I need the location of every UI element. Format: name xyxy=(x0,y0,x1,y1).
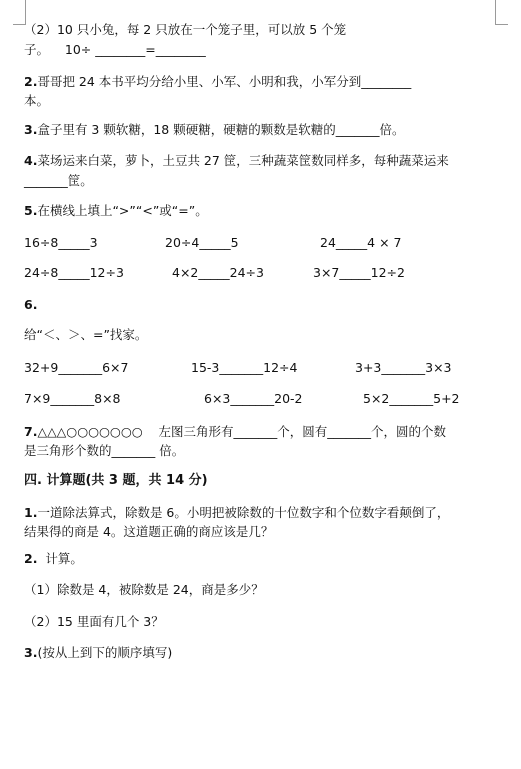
calc-question-1 xyxy=(24,505,449,521)
section-heading: 四. 计算题(共 3 题，共 14 分) xyxy=(24,473,208,488)
sub-question: （2）15 里面有几个 3？ xyxy=(24,614,164,629)
question-text: (按从上到下的顺序填写) xyxy=(37,645,173,660)
comparison-item: 4×2_____24÷3 xyxy=(172,265,264,280)
comparison-item: 15-3_______12÷4 xyxy=(191,360,298,375)
comparison-item: 24_____4 × 7 xyxy=(320,235,402,250)
question-2 xyxy=(24,74,411,90)
sub-question: （1）除数是 4，被除数是 24，商是多少？ xyxy=(24,582,264,597)
question-number: 3. xyxy=(24,122,38,137)
question-text: 给“＜、＞、=”找家。 xyxy=(24,327,148,342)
question-text: 在横线上填上“>”“<”或“=”。 xyxy=(37,203,208,218)
comparison-item: 7×9_______8×8 xyxy=(24,391,121,406)
question-number: 4. xyxy=(24,153,38,168)
comparison-item: 20÷4_____5 xyxy=(165,235,239,250)
question-4 xyxy=(24,153,449,169)
question-number: 2. xyxy=(24,74,38,89)
question-text: 一道除法算式，除数是 6。小明把被除数的十位数字和个位数字看颠倒了， xyxy=(37,505,450,520)
question-text: 子。 10÷ ________=________ xyxy=(24,42,206,57)
question-number: 3. xyxy=(24,645,38,660)
comparison-item: 32+9_______6×7 xyxy=(24,360,129,375)
question-text: 结果得的商是 4。这道题正确的商应该是几？ xyxy=(24,524,274,539)
question-text: 菜场运来白菜，萝卜，土豆共 27 筐，三种蔬菜筐数同样多，每种蔬菜运来 xyxy=(37,153,449,168)
question-7 xyxy=(24,424,446,440)
comparison-item: 5×2_______5+2 xyxy=(363,391,460,406)
question-5 xyxy=(24,203,208,219)
question-text: △△△○○○○○○○ 左图三角形有_______个，圆有_______个，圆的个数 xyxy=(37,424,447,439)
question-text: 计算。 xyxy=(37,551,83,566)
comparison-item: 6×3_______20-2 xyxy=(204,391,303,406)
question-number: 6. xyxy=(24,297,38,312)
question-number: 2. xyxy=(24,551,38,566)
question-text: 本。 xyxy=(24,93,50,108)
calc-question-2 xyxy=(24,551,83,567)
page-corner-mark-right xyxy=(495,0,508,25)
comparison-item: 3×7_____12÷2 xyxy=(313,265,405,280)
calc-question-3 xyxy=(24,645,172,661)
question-text: 是三角形个数的_______ 倍。 xyxy=(24,443,185,458)
question-text: 盒子里有 3 颗软糖，18 颗硬糖，硬糖的颗数是软糖的_______倍。 xyxy=(37,122,405,137)
question-number: 5. xyxy=(24,203,38,218)
question-text: _______筐。 xyxy=(24,173,93,188)
question-text: （2）10 只小兔，每 2 只放在一个笼子里，可以放 5 个笼 xyxy=(24,22,347,37)
question-3 xyxy=(24,122,404,138)
comparison-item: 16÷8_____3 xyxy=(24,235,98,250)
question-number: 1. xyxy=(24,505,38,520)
question-number: 7. xyxy=(24,424,38,439)
comparison-item: 3+3_______3×3 xyxy=(355,360,452,375)
question-text: 哥哥把 24 本书平均分给小里、小军、小明和我，小军分到________ xyxy=(37,74,412,89)
comparison-item: 24÷8_____12÷3 xyxy=(24,265,124,280)
